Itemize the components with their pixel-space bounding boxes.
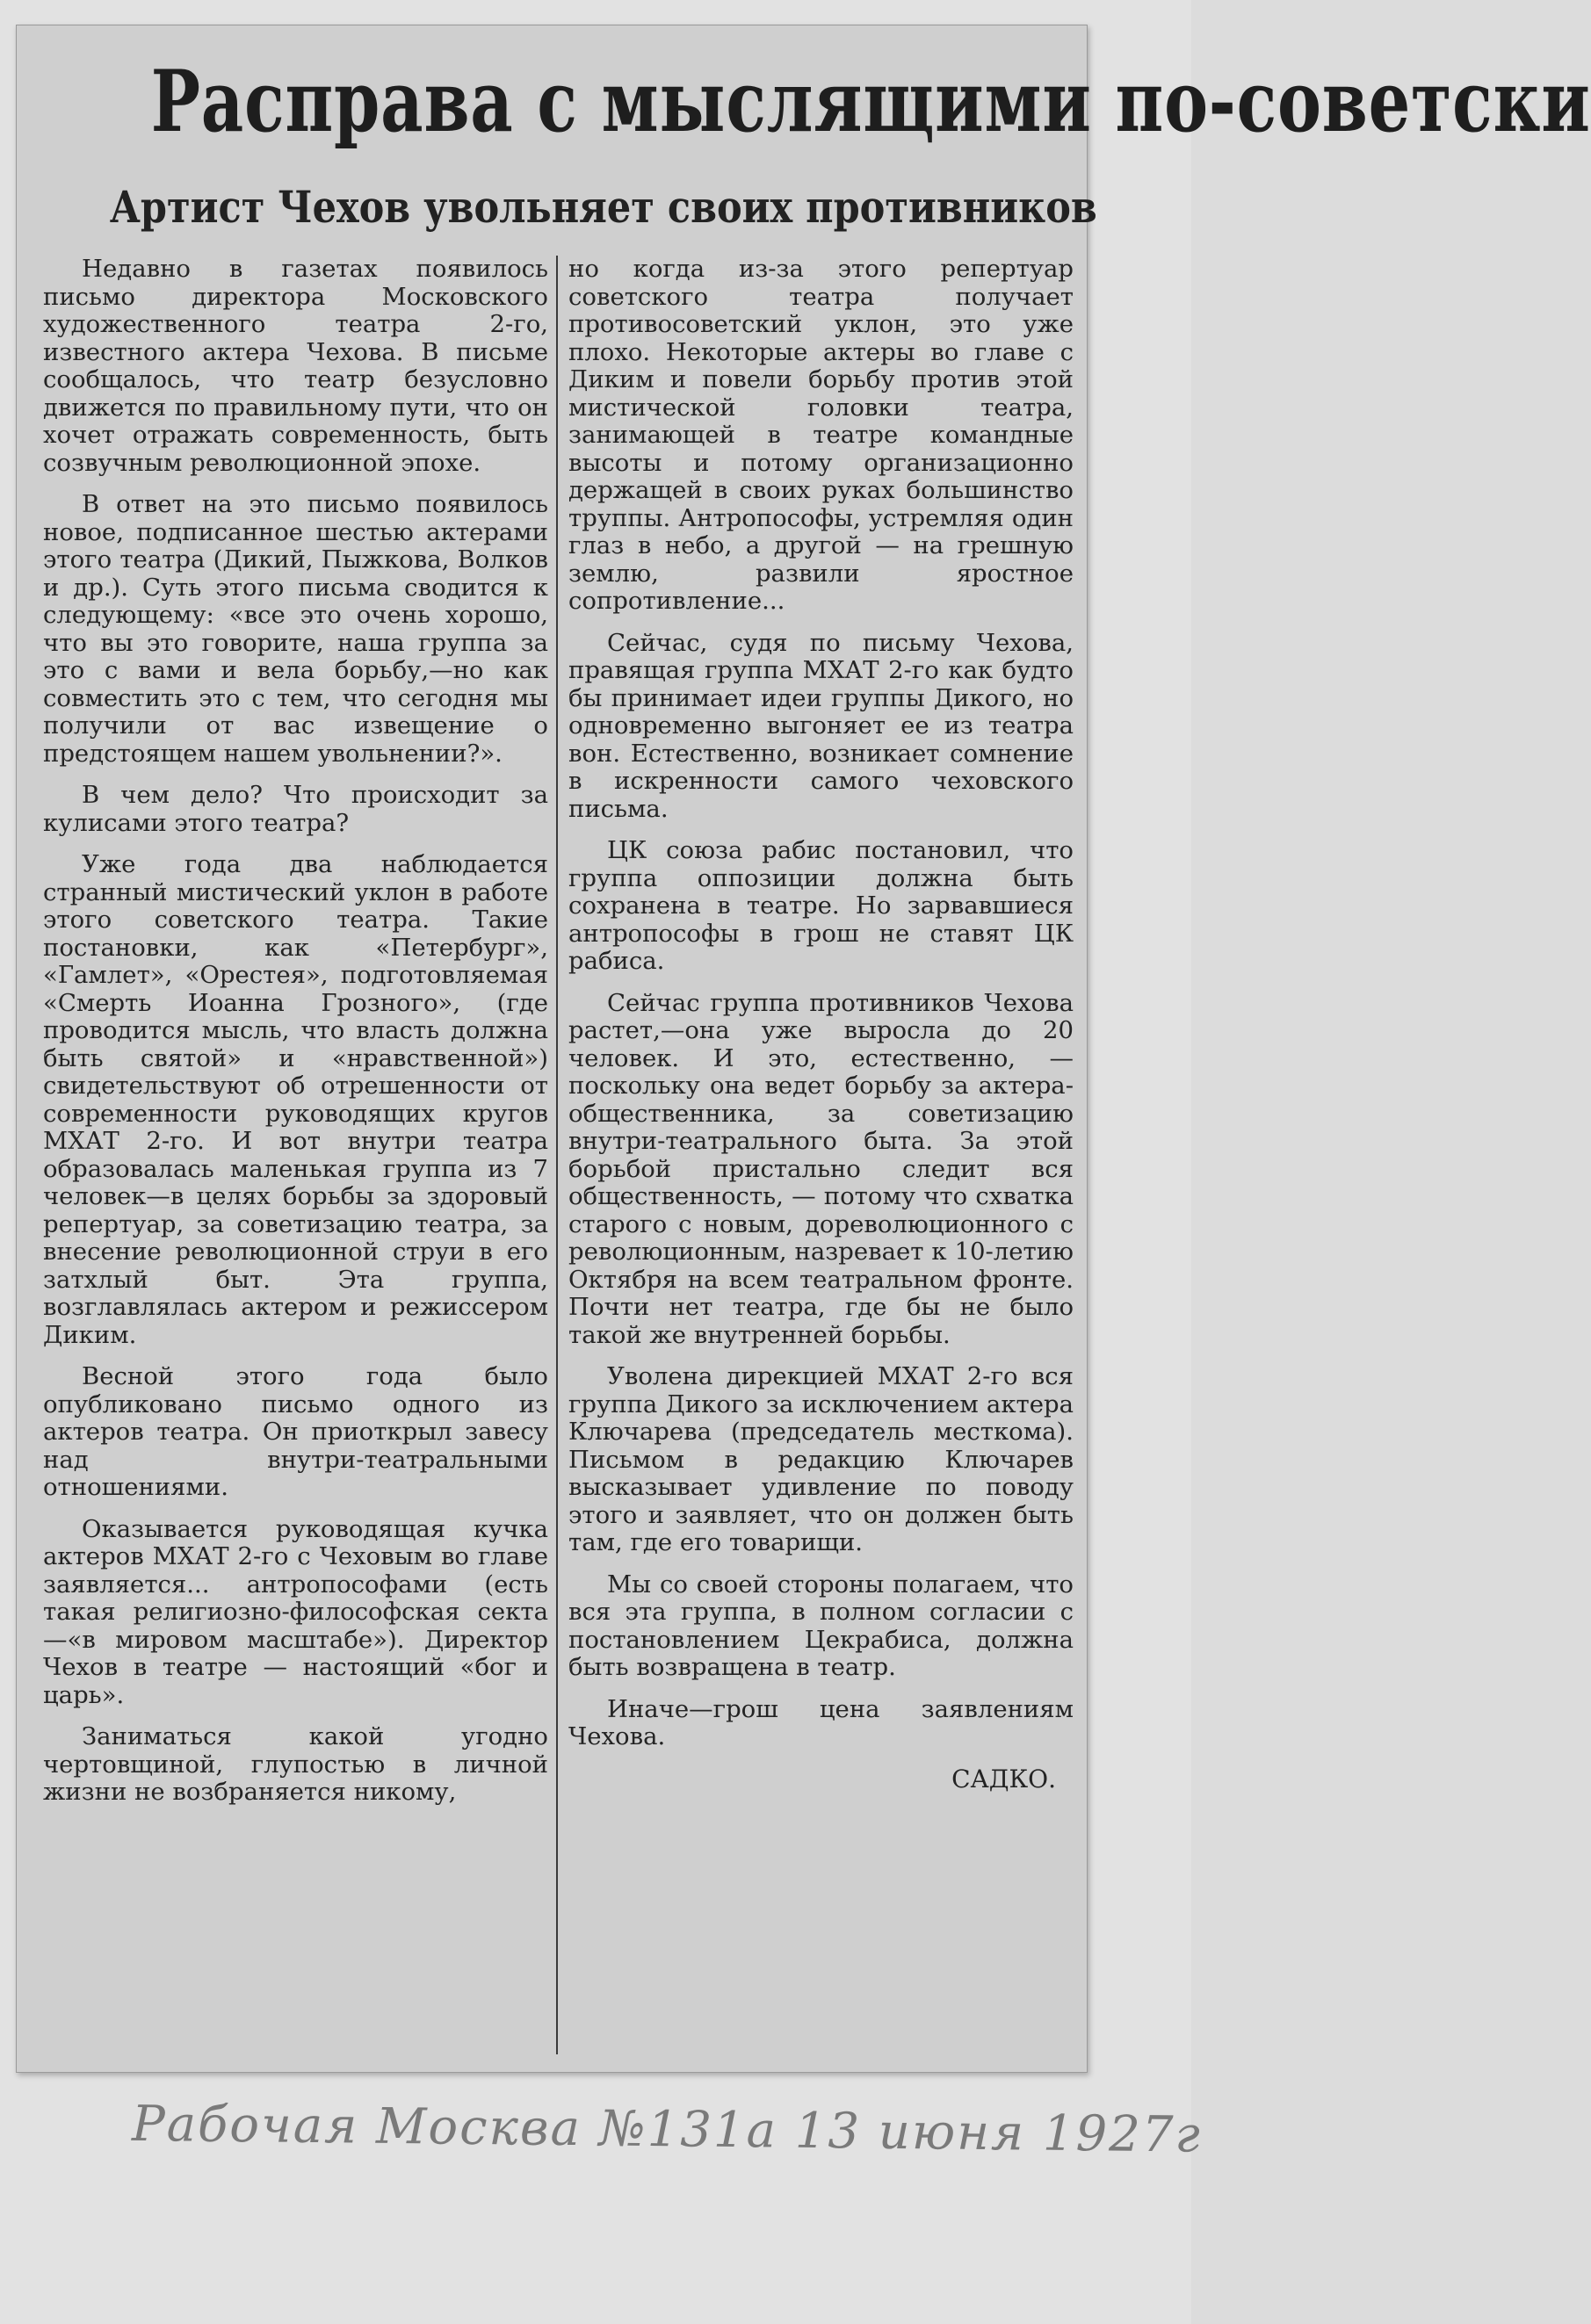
paragraph: Сейчас, судя по письму Чехова, правящая группа МХАТ 2-го как будто бы принимает идеи группы Дикого, но одновременно выгоняет ее из театра вон. Естественно, возникает сомнение в искренности самого чеховского письма. bbox=[568, 628, 1074, 823]
paragraph: Сейчас группа противников Чехова растет,—она уже выросла до 20 человек. И это, естественно, — поскольку она ведет борьбу за актера-общественника, за советизацию внутри-театрального быта. За этой борьбой пристально следит вся общественность, — потому что схватка старого с новым, дореволюционного с революционным, назревает к 10-летию Октября на всем театральном фронте. Почти нет театра, где бы не было такой же внутренней борьбы. bbox=[568, 988, 1074, 1349]
paragraph: Недавно в газетах появилось письмо директора Московского художественного театра 2-го, известного актера Чехова. В письме сообщалось, что театр безусловно движется по правильному пути, что он хочет отражать современность, быть созвучным революционной эпохе. bbox=[43, 255, 548, 477]
paragraph: ЦК союза рабис постановил, что группа оппозиции должна быть сохранена в театре. Но зарвавшиеся антропософы в грош не ставят ЦК рабиса. bbox=[568, 836, 1074, 975]
right-column bbox=[568, 256, 1074, 2065]
article-subheadline: Артист Чехов увольняет своих противников bbox=[109, 181, 1097, 233]
column-divider bbox=[556, 256, 558, 2054]
left-column bbox=[43, 256, 548, 2065]
paragraph: В ответ на это письмо появилось новое, подписанное шестью актерами этого театра (Дикий, Пыжкова, Волков и др.). Суть этого письма сводится к следующему: «все это очень хорошо, что вы это говорите, наша группа за это с вами и вела борьбу,—но как совместить это с тем, что сегодня мы получили от вас извещение о предстоящем нашем увольнении?». bbox=[43, 490, 548, 768]
handwritten-source-note: Рабочая Москва №131а 13 июня 1927г bbox=[131, 2095, 1203, 2164]
article-headline: Расправа с мыслящими по-советски bbox=[150, 52, 1591, 151]
paragraph: Уже года два наблюдается странный мистический уклон в работе этого советского театра. Такие постановки, как «Петербург», «Гамлет», «Орестея», подготовляемая «Смерть Иоанна Грозного», (где проводится мысль, что власть должна быть святой» и «нравственной») свидетельствуют об отрешенности от современности руководящих кругов МХАТ 2-го. И вот внутри театра образовалась маленькая группа из 7 человек—в целях борьбы за здоровый репертуар, за советизацию театра, за внесение революционной струи в его затхлый быт. Эта группа, возглавлялась актером и режиссером Диким. bbox=[43, 850, 548, 1349]
author-signature: САДКО. bbox=[951, 1764, 1056, 1794]
paragraph: но когда из-за этого репертуар советского театра получает противосоветский уклон, это уже плохо. Некоторые актеры во главе с Диким и повели борьбу против этой мистической головки театра, занимающей в театре командные высоты и потому организационно держащей в своих руках большинство труппы. Антропософы, устремляя один глаз в небо, а другой — на грешную землю, развили яростное сопротивление... bbox=[568, 255, 1074, 615]
paragraph: Иначе—грош цена заявлениям Чехова. bbox=[568, 1694, 1074, 1750]
newspaper-clipping bbox=[16, 25, 1591, 2073]
paragraph: Мы со своей стороны полагаем, что вся эта группа, в полном согласии с постановлением Цекрабиса, должна быть возвращена в театр. bbox=[568, 1570, 1074, 1681]
paragraph: Весной этого года было опубликовано письмо одного из актеров театра. Он приоткрыл завесу над внутри-театральными отношениями. bbox=[43, 1362, 548, 1501]
paragraph: Уволена дирекцией МХАТ 2-го вся группа Дикого за исключением актера Ключарева (председатель месткома). Письмом в редакцию Ключарев высказывает удивление по поводу этого и заявляет, что он должен быть там, где его товарищи. bbox=[568, 1362, 1074, 1556]
paragraph: В чем дело? Что происходит за кулисами этого театра? bbox=[43, 781, 548, 837]
paragraph: Заниматься какой угодно чертовщиной, глупостью в личной жизни не возбраняется никому, bbox=[43, 1722, 548, 1806]
paragraph: Оказывается руководящая кучка актеров МХАТ 2-го с Чеховым во главе заявляется... антропософами (есть такая религиозно-философская секта—«в мировом масштабе»). Директор Чехов в театре — настоящий «бог и царь». bbox=[43, 1514, 548, 1709]
